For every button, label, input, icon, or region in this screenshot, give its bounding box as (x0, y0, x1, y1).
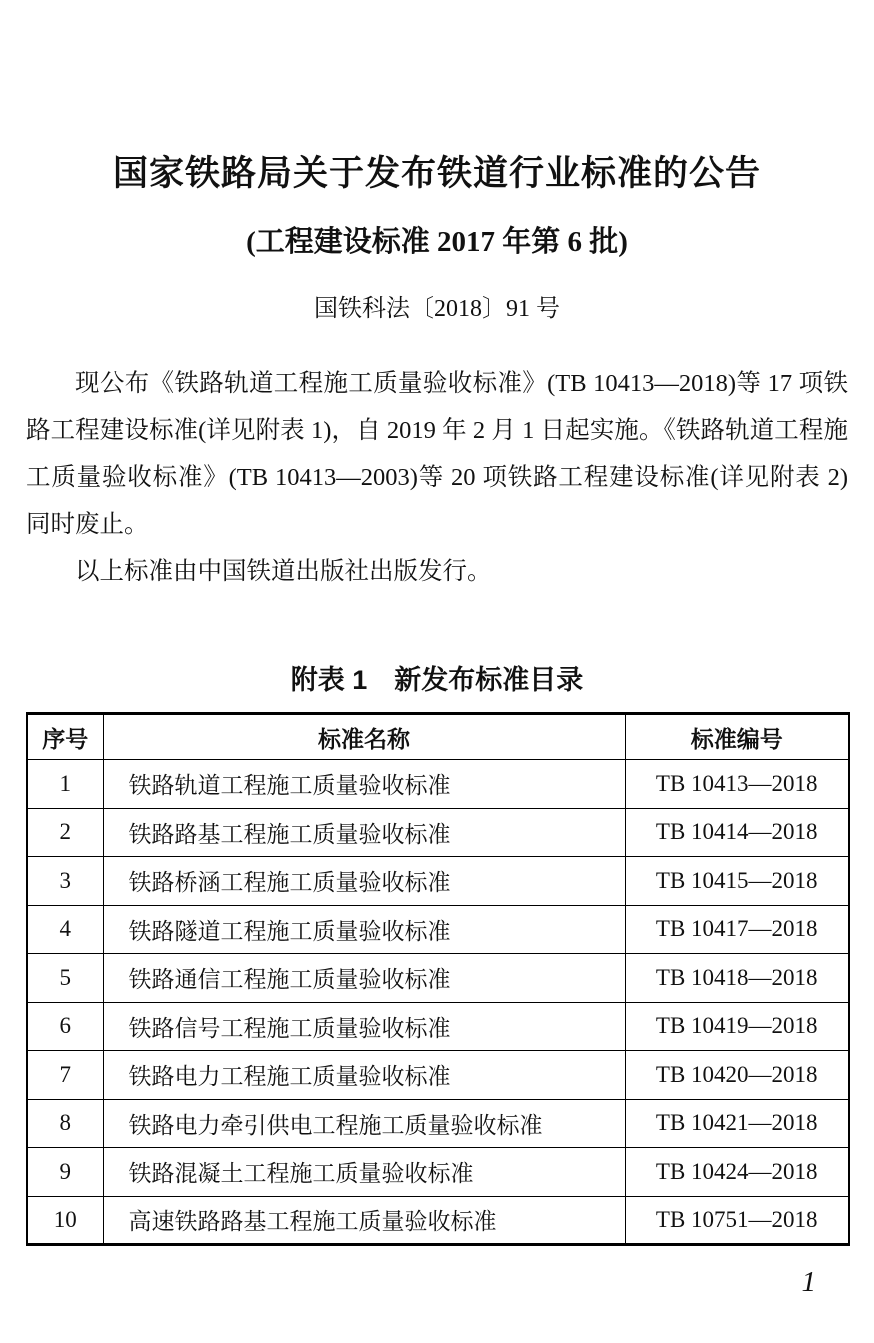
body-text (26, 360, 848, 595)
document-number: 国铁科法〔2018〕91 号 (314, 296, 560, 322)
row-standard-code: TB 10419—2018 (625, 1002, 849, 1051)
table-row (27, 1196, 849, 1245)
table-row (27, 1051, 849, 1100)
row-standard-name: 铁路信号工程施工质量验收标准 (103, 1002, 625, 1051)
table-row (27, 808, 849, 857)
row-standard-name: 铁路路基工程施工质量验收标准 (103, 808, 625, 857)
row-serial-number: 3 (27, 857, 103, 906)
row-standard-name: 铁路桥涵工程施工质量验收标准 (103, 857, 625, 906)
table-row (27, 1099, 849, 1148)
page-title: 国家铁路局关于发布铁道行业标准的公告 (112, 154, 761, 193)
table-row (27, 954, 849, 1003)
header-standard-name: 标准名称 (103, 714, 625, 760)
row-standard-code: TB 10751—2018 (625, 1196, 849, 1245)
table-row (27, 1002, 849, 1051)
row-serial-number: 10 (27, 1196, 103, 1245)
row-serial-number: 5 (27, 954, 103, 1003)
row-standard-name: 高速铁路路基工程施工质量验收标准 (103, 1196, 625, 1245)
row-standard-name: 铁路隧道工程施工质量验收标准 (103, 905, 625, 954)
body-paragraph-publisher: 以上标准由中国铁道出版社出版发行。 (75, 558, 492, 585)
row-standard-code: TB 10413—2018 (625, 760, 849, 809)
table-row (27, 905, 849, 954)
row-serial-number: 2 (27, 808, 103, 857)
table-row (27, 857, 849, 906)
header-row (27, 714, 849, 760)
row-standard-code: TB 10414—2018 (625, 808, 849, 857)
row-standard-code: TB 10424—2018 (625, 1148, 849, 1197)
table-caption: 附表 1 新发布标准目录 (290, 665, 584, 695)
table-row (27, 1148, 849, 1197)
page-number: 1 (801, 1266, 816, 1298)
row-standard-code: TB 10421—2018 (625, 1099, 849, 1148)
standards-table (26, 712, 850, 1246)
row-serial-number: 8 (27, 1099, 103, 1148)
row-serial-number: 1 (27, 760, 103, 809)
row-standard-code: TB 10418—2018 (625, 954, 849, 1003)
table-row (27, 760, 849, 809)
page-subtitle: (工程建设标准 2017 年第 6 批) (246, 226, 628, 258)
row-standard-name: 铁路轨道工程施工质量验收标准 (103, 760, 625, 809)
header-standard-code: 标准编号 (625, 714, 849, 760)
standards-table-body (27, 760, 849, 1245)
row-standard-code: TB 10415—2018 (625, 857, 849, 906)
row-serial-number: 9 (27, 1148, 103, 1197)
row-standard-name: 铁路电力牵引供电工程施工质量验收标准 (103, 1099, 625, 1148)
standards-table-header (27, 714, 849, 760)
row-standard-name: 铁路电力工程施工质量验收标准 (103, 1051, 625, 1100)
header-serial-number: 序号 (27, 714, 103, 760)
row-serial-number: 7 (27, 1051, 103, 1100)
body-paragraph-announcement: 现公布《铁路轨道工程施工质量验收标准》(TB 10413—2018)等 17 项铁路工程建设标准(详见附表 1)，自 2019 年 2 月 1 日起实施。《铁路轨道工程施工质量验收标准》(TB 10413—2003)等 20 项铁路工程建设标准(详见附表 2)同时废止。 (26, 370, 848, 538)
row-serial-number: 4 (27, 905, 103, 954)
row-standard-code: TB 10417—2018 (625, 905, 849, 954)
row-standard-code: TB 10420—2018 (625, 1051, 849, 1100)
row-standard-name: 铁路通信工程施工质量验收标准 (103, 954, 625, 1003)
row-standard-name: 铁路混凝土工程施工质量验收标准 (103, 1148, 625, 1197)
row-serial-number: 6 (27, 1002, 103, 1051)
